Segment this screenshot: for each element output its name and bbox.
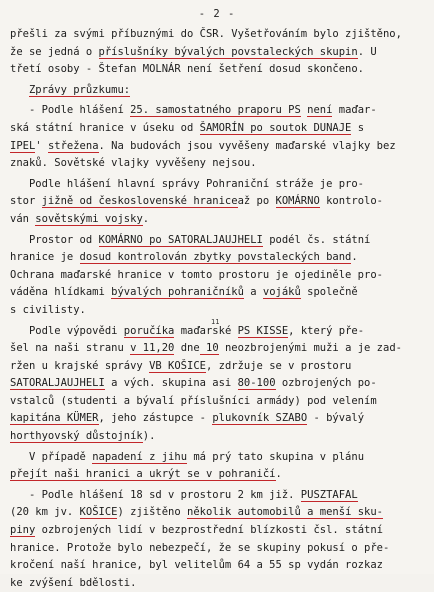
text-segment: podél čs. státní — [262, 233, 371, 246]
text-segment: šel na naši stranu — [10, 342, 131, 355]
text-segment: třetí osoby - Štefan MOLNÁR není šetření dosud skončeno. — [10, 63, 365, 76]
text-segment: - bývalý — [307, 412, 365, 425]
text-segment: dne — [180, 342, 200, 355]
underlined-text: dosud kontrolován zbytky povstaleckých band — [79, 251, 352, 264]
text-segment: hranice je — [10, 251, 80, 264]
text-segment: má prý tato skupina v plánu — [187, 450, 365, 463]
underlined-text: Zprávy průzkumu: — [28, 83, 131, 96]
underlined-text: KOMÁRNO po SATORALJAUJHELI — [98, 233, 263, 246]
text-segment: s — [351, 121, 365, 134]
underlined-text: 25. samostatného praporu PS — [130, 104, 301, 117]
text-line — [10, 44, 426, 62]
text-segment: . — [351, 251, 358, 264]
text-segment: maďarské — [174, 324, 238, 337]
underlined-text: 10 — [199, 342, 219, 355]
text-segment: ke zvýšení bdělosti. — [10, 576, 137, 589]
text-segment: ozbrojených lidí v bezprostřední blízkosti čsl. státní — [35, 524, 383, 537]
text-segment: V případě — [10, 450, 93, 463]
text-line — [10, 155, 426, 173]
text-line — [10, 193, 426, 211]
underlined-text: ŠAMORÍN po soutok DUNAJE — [199, 121, 352, 134]
section-heading — [10, 82, 426, 100]
underlined-text: VB KOŠICE — [149, 359, 206, 372]
text-segment: . U — [357, 45, 377, 58]
text-segment: Ochrana maďarské hranice v tomto prostoru je ojediněle pro- — [10, 268, 383, 281]
text-line — [10, 340, 426, 358]
text-segment: . Na budovách jsou vyvěšeny maďarské vlajky bez — [98, 139, 396, 152]
underlined-text: plukovník SZABO — [212, 412, 308, 425]
text-segment: (20 km jv. — [10, 506, 80, 519]
underlined-text: SATORALJAUJHELI — [10, 377, 105, 390]
text-line — [10, 232, 426, 250]
underlined-text: IPEL — [10, 139, 36, 152]
page-number: - 2 - — [198, 8, 236, 20]
text-line — [10, 211, 426, 229]
underlined-text: několik automobilů a menší sku- — [187, 506, 383, 519]
text-line — [10, 302, 426, 320]
text-line — [10, 540, 426, 558]
text-segment: vstalců (studenti a bývalí příslušníci armády) pod velením — [10, 394, 377, 407]
underlined-text: 80-100 — [237, 377, 276, 390]
text-segment: Podle výpovědi — [10, 324, 124, 337]
text-line — [10, 138, 426, 156]
text-segment: kontrolo- — [319, 195, 383, 208]
text-line — [10, 449, 426, 467]
text-line — [10, 249, 426, 267]
paragraph — [10, 176, 426, 229]
underlined-text: není — [307, 104, 333, 117]
text-segment: ) zjištěno — [117, 506, 188, 519]
text-line — [10, 267, 426, 285]
text-line — [10, 176, 426, 194]
underlined-text: PS KISSE — [237, 324, 289, 337]
text-line — [10, 557, 426, 575]
text-segment: hranice. Protože bylo nebezpečí, že se skupiny pokusí o pře- — [10, 541, 390, 554]
text-segment — [10, 84, 29, 96]
text-segment: Podle hlášení hlavní správy Pohraniční stráže je pro- — [10, 177, 365, 190]
underlined-text: KOŠICE — [79, 506, 118, 519]
text-segment: váděna hlídkami — [10, 286, 112, 299]
underlined-text: kapitána KÜMER — [10, 412, 99, 425]
text-line — [10, 120, 426, 138]
underlined-text: bývalých pohraničníků — [111, 286, 244, 299]
text-line — [10, 466, 426, 484]
text-line — [10, 284, 426, 302]
underlined-text: příslušníky bývalých povstaleckých skupin — [98, 45, 358, 58]
underlined-text: přejít naši hranici a ukrýt se v pohraničí — [10, 468, 276, 481]
text-line — [10, 61, 426, 79]
document-body — [10, 26, 426, 592]
text-segment: - Podle hlášení 18 sd v prostoru 2 km již. — [10, 488, 301, 501]
underlined-text: napadení z jihu — [92, 450, 188, 463]
underlined-text: PUSZTAFAL — [300, 488, 358, 501]
text-segment: až po — [237, 195, 276, 208]
text-segment: ržen u krajské správy — [10, 359, 150, 372]
text-segment: společně — [300, 286, 358, 299]
paragraph — [10, 487, 426, 592]
handwritten-insert: 11 — [211, 318, 220, 326]
text-line — [10, 522, 426, 540]
text-line — [10, 428, 426, 446]
paragraph — [10, 232, 426, 320]
text-segment: Prostor od — [10, 233, 99, 246]
text-segment: maďar- — [332, 104, 377, 117]
text-segment: že se jedná o — [10, 45, 99, 58]
text-segment: , zdržuje se v prostoru — [205, 359, 352, 372]
text-segment: ozbrojených po- — [275, 377, 377, 390]
text-segment: s civilisty. — [10, 303, 86, 316]
text-line — [10, 102, 426, 120]
underlined-text: střežena — [47, 139, 99, 152]
text-segment: - Podle hlášení — [10, 104, 131, 117]
underlined-text: sovětskými vojsky — [35, 212, 143, 225]
underlined-text: horthyovský důstojník — [10, 430, 143, 443]
paragraph — [10, 323, 426, 446]
text-segment: znaků. Sovětské vlajky vyvěšeny nejsou. — [10, 157, 257, 170]
text-line — [10, 82, 426, 100]
paragraph — [10, 449, 426, 484]
underlined-text: poručíka — [123, 324, 175, 337]
text-segment: stor — [10, 195, 42, 208]
text-segment: a vých. skupina asi — [104, 377, 238, 390]
text-line — [10, 504, 426, 522]
text-segment: a — [243, 286, 263, 299]
underlined-text: jižně od československé hranice — [41, 195, 238, 208]
text-segment: , jeho zástupce - — [98, 412, 213, 425]
text-segment: přešli za svými příbuznými do ČSR. Vyšetřováním bylo zjištěno, — [10, 28, 402, 40]
text-segment: . — [142, 212, 150, 225]
underlined-text: v 11,20 — [130, 342, 175, 355]
text-line — [10, 410, 426, 428]
text-line — [10, 393, 426, 411]
text-segment: neozbrojenými muži a je zad- — [218, 342, 402, 355]
text-segment: ská státní hranice v úseku od — [10, 121, 200, 134]
text-line — [10, 358, 426, 376]
text-segment: ' — [35, 139, 48, 152]
underlined-text: piny — [10, 524, 36, 537]
underlined-text: vojáků — [262, 286, 301, 299]
paragraph — [10, 102, 426, 172]
text-segment: . — [275, 468, 282, 481]
paragraph — [10, 26, 426, 79]
text-line — [10, 26, 426, 44]
text-segment: ván — [10, 212, 36, 225]
text-line — [10, 575, 426, 592]
text-segment: , který pře- — [288, 324, 365, 337]
text-segment: ). — [142, 430, 156, 443]
text-line — [10, 487, 426, 505]
underlined-text: KOMÁRNO — [275, 195, 320, 208]
text-line — [10, 375, 426, 393]
text-segment: kročení naší hranice, byl velitelům 64 a 55 sp vydán rozkaz — [10, 559, 383, 572]
